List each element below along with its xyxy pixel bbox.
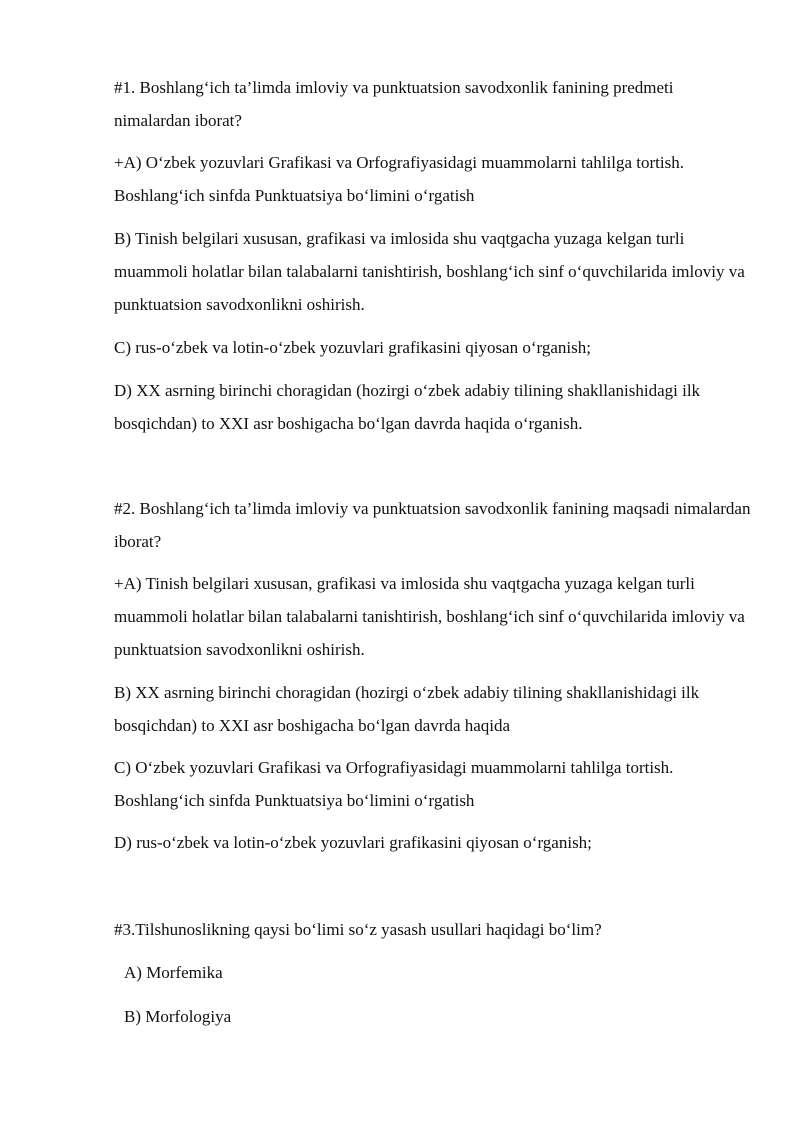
question-1-option-d: D) XX asrning birinchi choragidan (hozirgi o‘zbek adabiy tilining shakllanishidagi ilk bosqichdan) to XXI asr boshigacha bo‘lgan davrda haqida o‘rganish. — [114, 381, 701, 433]
question-1-text: #1. Boshlang‘ich ta’limda imloviy va punktuatsion savodxonlik fanining predmeti nimalardan iborat? — [114, 78, 674, 130]
question-1-option-a: +A) O‘zbek yozuvlari Grafikasi va Orfografiyasidagi muammolarni tahlilga tortish. Boshlang‘ich sinfda Punktuatsiya bo‘limini o‘rgatish — [114, 153, 684, 205]
question-3-text: #3.Tilshunoslikning qaysi bo‘limi so‘z yasash usullari haqidagi bo‘lim? — [114, 920, 602, 939]
question-3-option-b: B) Morfologiya — [124, 1007, 232, 1026]
question-2-text: #2. Boshlang‘ich ta’limda imloviy va punktuatsion savodxonlik fanining maqsadi nimalardan iborat? — [114, 499, 751, 551]
question-2-option-a: +A) Tinish belgilari xususan, grafikasi va imlosida shu vaqtgacha yuzaga kelgan turli muammoli holatlar bilan talabalarni tanishtirish, boshlang‘ich sinf o‘quvchilarida imloviy va punktuatsion savodxonlikni oshirish. — [114, 574, 745, 659]
question-2-option-c: C) O‘zbek yozuvlari Grafikasi va Orfografiyasidagi muammolarni tahlilga tortish. Boshlang‘ich sinfda Punktuatsiya bo‘limini o‘rgatish — [114, 758, 674, 810]
question-2-option-b: B) XX asrning birinchi choragidan (hozirgi o‘zbek adabiy tilining shakllanishidagi ilk bosqichdan) to XXI asr boshigacha bo‘lgan davrda haqida — [114, 683, 700, 735]
question-1-option-b: B) Tinish belgilari xususan, grafikasi va imlosida shu vaqtgacha yuzaga kelgan turli muammoli holatlar bilan talabalarni tanishtirish, boshlang‘ich sinf o‘quvchilarida imloviy va punktuatsion savodxonlikni oshirish. — [114, 229, 745, 314]
question-3-option-a: A) Morfemika — [124, 963, 223, 982]
question-2-option-d: D) rus-o‘zbek va lotin-o‘zbek yozuvlari grafikasini qiyosan o‘rganish; — [114, 833, 592, 852]
question-1-option-c: C) rus-o‘zbek va lotin-o‘zbek yozuvlari grafikasini qiyosan o‘rganish; — [114, 338, 591, 357]
